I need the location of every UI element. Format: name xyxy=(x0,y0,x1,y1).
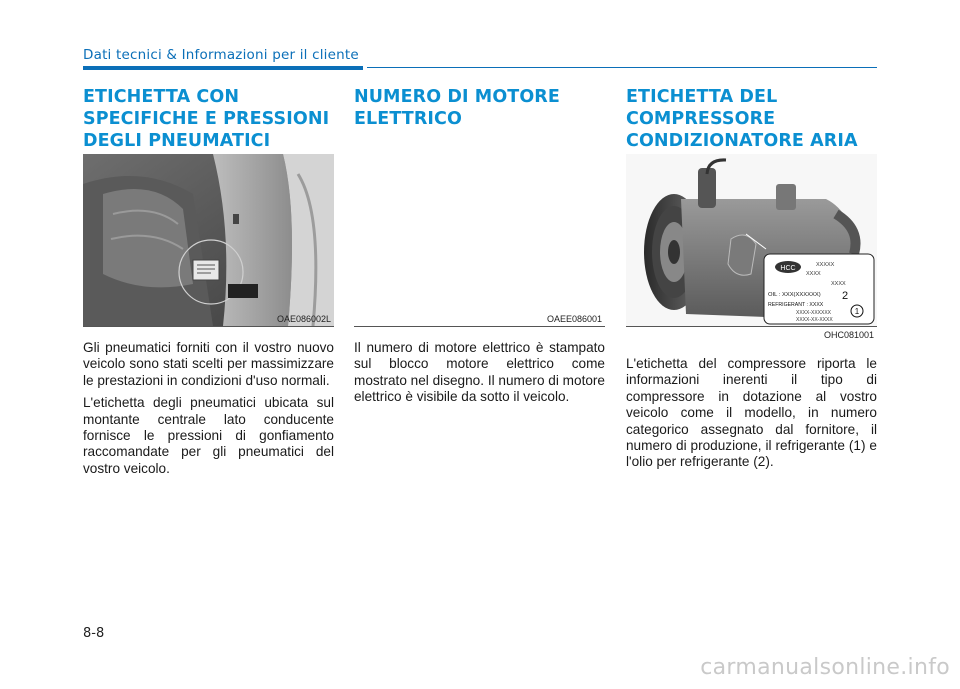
label-line: XXXX xyxy=(806,271,821,277)
label-line: XXXX xyxy=(831,281,846,287)
compressor-label-card xyxy=(764,254,874,324)
callout-2: 2 xyxy=(842,290,849,302)
header-bar xyxy=(83,66,363,70)
label-line: XXXX-XXXXXX xyxy=(796,310,832,316)
section-tire-label xyxy=(83,86,335,476)
section-motor-number xyxy=(354,86,606,405)
figure-door-pillar xyxy=(83,154,334,327)
paragraph: L'etichetta degli pneumatici ubicata sul montante centrale lato conducente fornisce le pressioni di gonfiamento raccomandate per gli pneumatici del vostro veicolo. xyxy=(83,395,334,476)
label-brand: HCC xyxy=(780,265,796,272)
section-body xyxy=(626,356,877,477)
section-title-tire-label: ETICHETTA CON SPECIFICHE E PRESSIONI DEGLI PNEUMATICI xyxy=(83,87,330,151)
section-body xyxy=(354,340,605,412)
figure-motor xyxy=(354,154,605,327)
section-title-compressor-label: ETICHETTA DEL COMPRESSORE CONDIZIONATORE ARIA xyxy=(626,87,858,151)
figure-caption: OAE086002L xyxy=(276,314,331,324)
paragraph: Gli pneumatici forniti con il vostro nuovo veicolo sono stati scelti per massimizzare le prestazioni in condizioni d'uso normali. xyxy=(83,340,334,388)
header-rule xyxy=(367,67,877,68)
label-oil: OIL : XXX(XXXXXX) xyxy=(768,292,821,298)
section-title-motor-number: NUMERO DI MOTORE ELETTRICO xyxy=(354,87,560,129)
section-body xyxy=(83,340,334,483)
paragraph: Il numero di motore elettrico è stampato sul blocco motore elettrico come mostrato nel disegno. Il numero di motore elettrico è visibile da sotto il veicolo. xyxy=(354,340,605,405)
compressor-illustration xyxy=(626,154,877,326)
label-refrigerant: REFRIGERANT : XXXX xyxy=(768,302,824,308)
header-title: Dati tecnici & Informazioni per il cliente xyxy=(83,47,359,63)
label-line: XXXX-XX-XXXX xyxy=(796,317,833,323)
paragraph: L'etichetta del compressore riporta le informazioni inerenti il tipo di compressore in dotazione al vostro veicolo come il modello, in numero categorico assegnato dal fornitore, il numero di produzione, il refrigerante (1) e l'olio per refrigerante (2). xyxy=(626,356,877,470)
callout-1: 1 xyxy=(854,307,860,316)
label-line: XXXXX xyxy=(816,262,835,268)
figure-compressor xyxy=(626,154,877,340)
section-compressor-label xyxy=(626,86,878,470)
watermark: carmanualsonline.info xyxy=(700,655,950,680)
page-number: 8-8 xyxy=(83,626,105,641)
figure-caption: OAEE086001 xyxy=(546,314,602,324)
door-pillar-illustration xyxy=(83,154,334,326)
figure-caption: OHC081001 xyxy=(823,330,874,340)
